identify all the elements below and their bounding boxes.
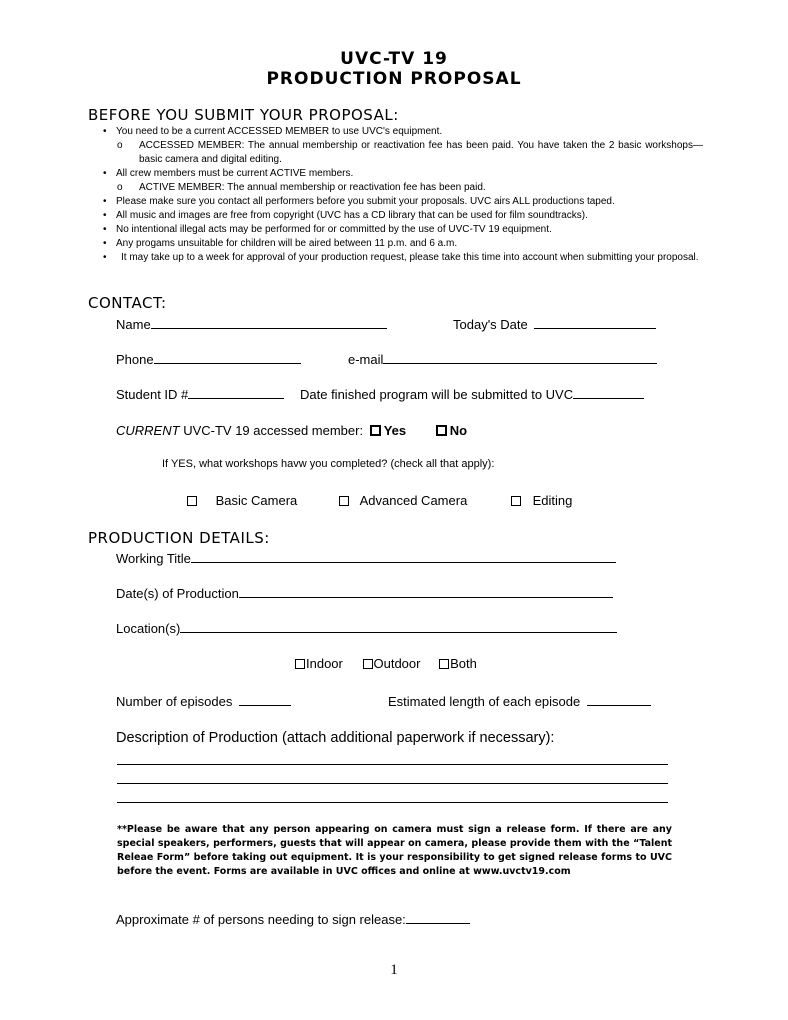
list-item: o ACCESSED MEMBER: The annual membership or reactivation fee has been paid. You have taken the 2 basic workshops—basic camera and digital editing.: [117, 140, 703, 165]
bullet: •: [103, 126, 107, 137]
bullet: •: [103, 196, 107, 207]
todays-date-field: Today's Date: [453, 316, 656, 332]
basic-camera-checkbox[interactable]: [187, 496, 197, 506]
episodes-input-line[interactable]: [239, 693, 291, 706]
bullet: •: [103, 224, 107, 235]
no-checkbox[interactable]: [436, 425, 447, 436]
list-item: • All music and images are free from copyright (UVC has a CD library that can be used for film soundtracks).: [103, 210, 588, 221]
page-number: 1: [390, 962, 398, 978]
todays-date-input-line[interactable]: [534, 316, 656, 329]
editing-checkbox[interactable]: [511, 496, 521, 506]
phone-field: Phone: [116, 351, 301, 367]
production-dates-input-line[interactable]: [239, 585, 613, 598]
editing-option: Editing: [511, 493, 572, 508]
advanced-camera-option: Advanced Camera: [339, 493, 467, 508]
email-input-line[interactable]: [383, 351, 657, 364]
contact-heading: CONTACT:: [88, 294, 167, 312]
list-item: • It may take up to a week for approval of your production request, please take this time into account when submitting your proposal.: [103, 252, 699, 263]
description-label: Description of Production (attach additional paperwork if necessary):: [116, 730, 555, 746]
advanced-camera-checkbox[interactable]: [339, 496, 349, 506]
no-label: No: [449, 423, 468, 438]
episode-length-input-line[interactable]: [587, 693, 651, 706]
yes-label: Yes: [383, 423, 407, 438]
description-line-2[interactable]: [117, 783, 668, 784]
bullet: •: [103, 238, 107, 249]
production-dates-field: Date(s) of Production: [116, 585, 613, 601]
list-item: • No intentional illegal acts may be performed for or committed by the use of UVC-TV 19 equipment.: [103, 224, 552, 235]
release-form-notice: **Please be aware that any person appearing on camera must sign a release form. If there are any special speakers, performers, guests that will appear on camera, please provide them with the “Talent Releae Form” before taking out equipment. It is your responsibility to get signed release forms to UVC before the event. Forms are available in UVC offices and online at www.uvctv19.com: [117, 824, 672, 877]
both-checkbox[interactable]: [439, 659, 449, 669]
workshops-question: If YES, what workshops havw you completed? (check all that apply):: [162, 458, 495, 470]
list-item: • You need to be a current ACCESSED MEMBER to use UVC's equipment.: [103, 126, 443, 137]
description-line-3[interactable]: [117, 802, 668, 803]
location-type-row: Indoor Outdoor Both: [295, 656, 477, 671]
before-submit-heading: BEFORE YOU SUBMIT YOUR PROPOSAL:: [88, 106, 399, 124]
phone-input-line[interactable]: [154, 351, 301, 364]
list-item: • Any progams unsuitable for children will be aired between 11 p.m. and 6 a.m.: [103, 238, 458, 249]
sub-bullet: o: [117, 182, 123, 193]
list-item: • Please make sure you contact all performers before you submit your proposals. UVC airs ALL productions taped.: [103, 196, 615, 207]
form-title-line1: UVC-TV 19: [340, 49, 448, 69]
episode-length-field: Estimated length of each episode: [388, 693, 651, 709]
description-line-1[interactable]: [117, 764, 668, 765]
current-emphasis: CURRENT: [116, 423, 180, 438]
student-id-field: Student ID #: [116, 386, 284, 402]
locations-input-line[interactable]: [180, 620, 617, 633]
accessed-member-row: CURRENT UVC-TV 19 accessed member: Yes No: [116, 423, 468, 438]
release-count-input-line[interactable]: [406, 911, 470, 924]
bullet: •: [103, 210, 107, 221]
release-count-field: Approximate # of persons needing to sign release:: [116, 911, 470, 927]
bullet: •: [103, 252, 107, 263]
production-details-heading: PRODUCTION DETAILS:: [88, 529, 270, 547]
list-item: • All crew members must be current ACTIVE members.: [103, 168, 354, 179]
name-field: Name: [116, 316, 387, 332]
working-title-field: Working Title: [116, 550, 616, 566]
indoor-checkbox[interactable]: [295, 659, 305, 669]
sub-bullet: o: [117, 140, 123, 151]
student-id-input-line[interactable]: [188, 386, 284, 399]
locations-field: Location(s): [116, 620, 617, 636]
yes-checkbox[interactable]: [370, 425, 381, 436]
form-title-line2: PRODUCTION PROPOSAL: [266, 69, 522, 89]
outdoor-checkbox[interactable]: [363, 659, 373, 669]
date-finished-field: Date finished program will be submitted to UVC: [300, 386, 644, 402]
bullet: •: [103, 168, 107, 179]
list-item: o ACTIVE MEMBER: The annual membership or reactivation fee has been paid.: [117, 182, 486, 193]
episodes-field: Number of episodes: [116, 693, 291, 709]
email-field: e-mail: [348, 351, 657, 367]
basic-camera-option: Basic Camera: [187, 493, 297, 508]
working-title-input-line[interactable]: [191, 550, 616, 563]
name-input-line[interactable]: [151, 316, 387, 329]
date-finished-input-line[interactable]: [573, 386, 644, 399]
